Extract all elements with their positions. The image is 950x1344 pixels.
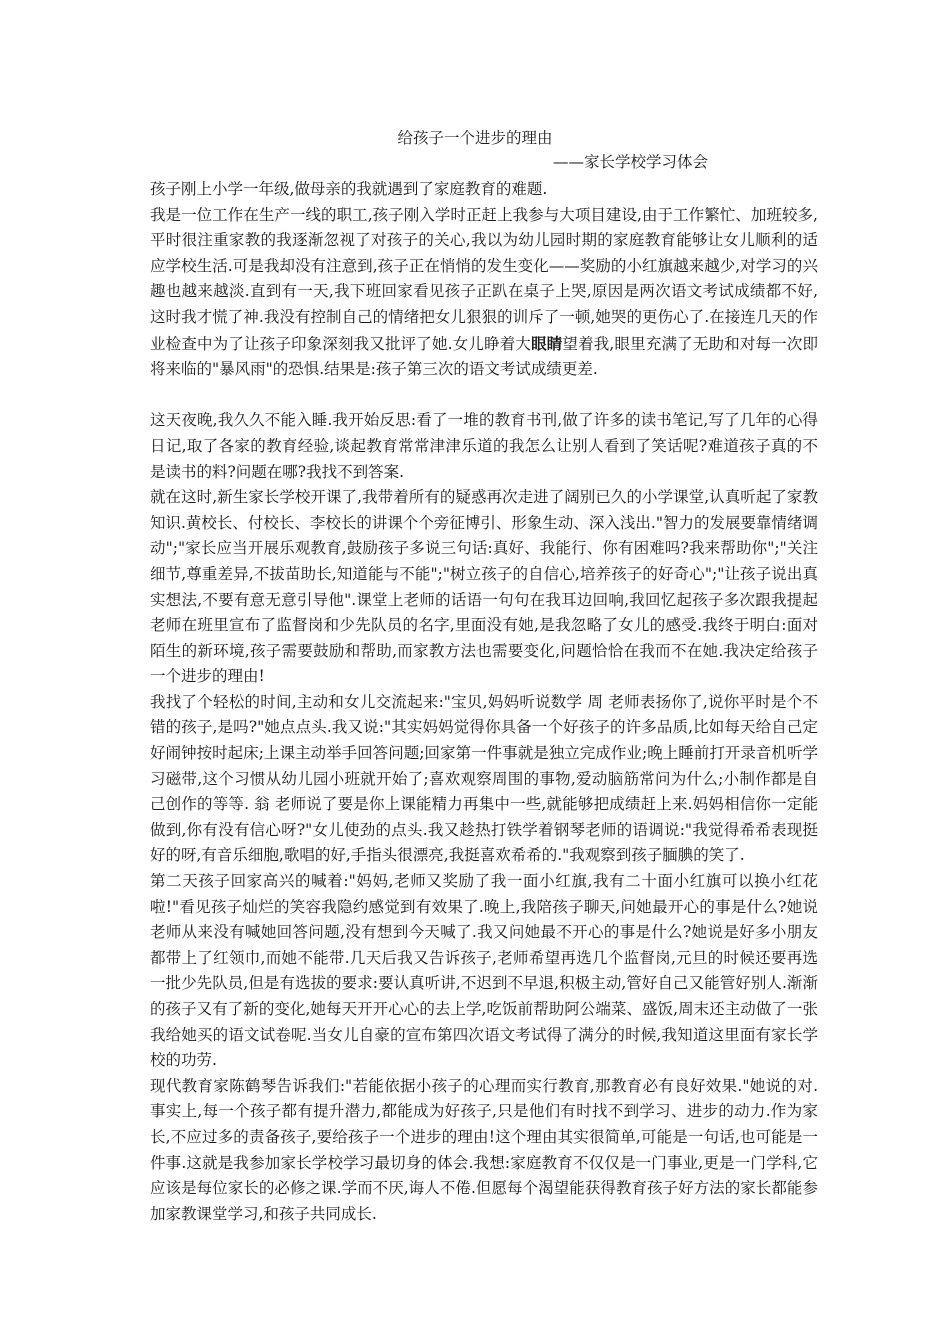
- paragraph-3: 这天夜晚,我久久不能入睡.我开始反思:看了一堆的教育书刊,做了许多的读书笔记,写了几年的心得日记,取了各家的教育经验,谈起教育常常津津乐道的我怎么让别人看到了笑话呢?难道孩子真的不是读书的料?问题在哪?我找不到答案.: [150, 411, 818, 481]
- paragraph-4: 就在这时,新生家长学校开课了,我带着所有的疑惑再次走进了阔别已久的小学课堂,认真听起了家教知识.黄校长、付校长、李校长的讲课个个旁征博引、形象生动、深入浅出."智力的发展要靠情绪调动";"家长应当开展乐观教育,鼓励孩子多说三句话:真好、我能行、你有困难吗?我来帮助你";"关注细节,尊重差异,不拔苗助长,知道能与不能";"树立孩子的自信心,培养孩子的好奇心";"让孩子说出真实想法,不要有意无意引导他".课堂上老师的话语一句句在我耳边回响,我回忆起孩子多次跟我提起老师在班里宣布了监督岗和少先队员的名字,里面没有她,是我忽略了女儿的感受.我终于明白:面对陌生的新环境,孩子需要鼓励和帮助,而家教方法也需要变化,问题恰恰在我而不在她.我决定给孩子一个进步的理由!: [150, 488, 818, 686]
- paragraph-6: 第二天孩子回家高兴的喊着:"妈妈,老师又奖励了我一面小红旗,我有二十面小红旗可以换小红花啦!"看见孩子灿烂的笑容我隐约感觉到有效果了.晚上,我陪孩子聊天,问她最开心的事是什么?她说老师从来没有喊她回答问题,没有想到今天喊了.我又问她最不开心的事是什么?她说是好多小朋友都带上了红领巾,而她不能带.几天后我又告诉孩子,老师希望再选几个监督岗,元旦的时候还要再选一批少先队员,但是有选拔的要求:要认真听讲,不迟到不早退,积极主动,管好自己又能管好别人.渐渐的孩子又有了新的变化,她每天开开心心的去上学,吃饭前帮助阿公端菜、盛饭,周末还主动做了一张我给她买的语文试卷呢.当女儿自豪的宣布第四次语文考试得了满分的时候,我知道这里面有家长学校的功劳.: [150, 872, 818, 1070]
- document-body: [150, 177, 818, 1227]
- emphasized-word: 眼睛: [531, 333, 563, 353]
- paragraph-2-part-b: 望着我,眼里充满了无助和对每一次即将来临的"暴风雨"的恐惧.结果是:孩子第三次的语文考试成绩更差.: [150, 334, 818, 379]
- document-subtitle: ——家长学校学习体会: [553, 153, 709, 171]
- paragraph-2-part-a: 我是一位工作在生产一线的职工,孩子刚入学时正赶上我参与大项目建设,由于工作繁忙、加班较多,平时很注重家教的我逐渐忽视了对孩子的关心,我以为幼儿园时期的家庭教育能够让女儿顺利的适应学校生活.可是我却没有注意到,孩子正在悄悄的发生变化——奖励的小红旗越来越少,对学习的兴趣也越来越淡.直到有一天,我下班回家看见孩子正趴在桌子上哭,原因是两次语文考试成绩都不好,这时我才慌了神.我没有控制自己的情绪把女儿狠狠的训斥了一顿,她哭的更伤心了.在接连几天的作业检查中为了让孩子印象深刻我又批评了她.女儿睁着大: [150, 205, 818, 353]
- paragraph-5: 我找了个轻松的时间,主动和女儿交流起来:"宝贝,妈妈听说数学 周 老师表扬你了,说你平时是个不错的孩子,是吗?"她点点头.我又说:"其实妈妈觉得你具备一个好孩子的许多品质,比如每天给自己定好闹钟按时起床;上课主动举手回答问题;回家第一件事就是独立完成作业;晚上睡前打开录音机听学习磁带,这个习惯从幼儿园小班就开始了;喜欢观察周围的事物,爱动脑筋常问为什么;小制作都是自己创作的等等. 翁 老师说了要是你上课能精力再集中一些,就能够把成绩赶上来.妈妈相信你一定能做到,你有没有信心呀?"女儿使劲的点头.我又趁热打铁学着钢琴老师的语调说:"我觉得希希表现挺好的呀,有音乐细胞,歌唱的好,手指头很漂亮,我挺喜欢希希的."我观察到孩子腼腆的笑了.: [150, 692, 818, 865]
- document-title: 给孩子一个进步的理由: [397, 129, 553, 147]
- paragraph-2: [150, 203, 818, 383]
- paragraph-1: 孩子刚上小学一年级,做母亲的我就遇到了家庭教育的难题.: [150, 180, 548, 198]
- paragraph-7: 现代教育家陈鹤琴告诉我们:"若能依据小孩子的心理而实行教育,那教育必有良好效果."她说的对.事实上,每一个孩子都有提升潜力,都能成为好孩子,只是他们有时找不到学习、进步的动力.作为家长,不应过多的责备孩子,要给孩子一个进步的理由!这个理由其实很简单,可能是一句话,也可能是一件事.这就是我参加家长学校学习最切身的体会.我想:家庭教育不仅仅是一门事业,更是一门学科,它应该是每位家长的必修之课.学而不厌,诲人不倦.但愿每个渴望能获得教育孩子好方法的家长都能参加家教课堂学习,和孩子共同成长.: [150, 1076, 818, 1223]
